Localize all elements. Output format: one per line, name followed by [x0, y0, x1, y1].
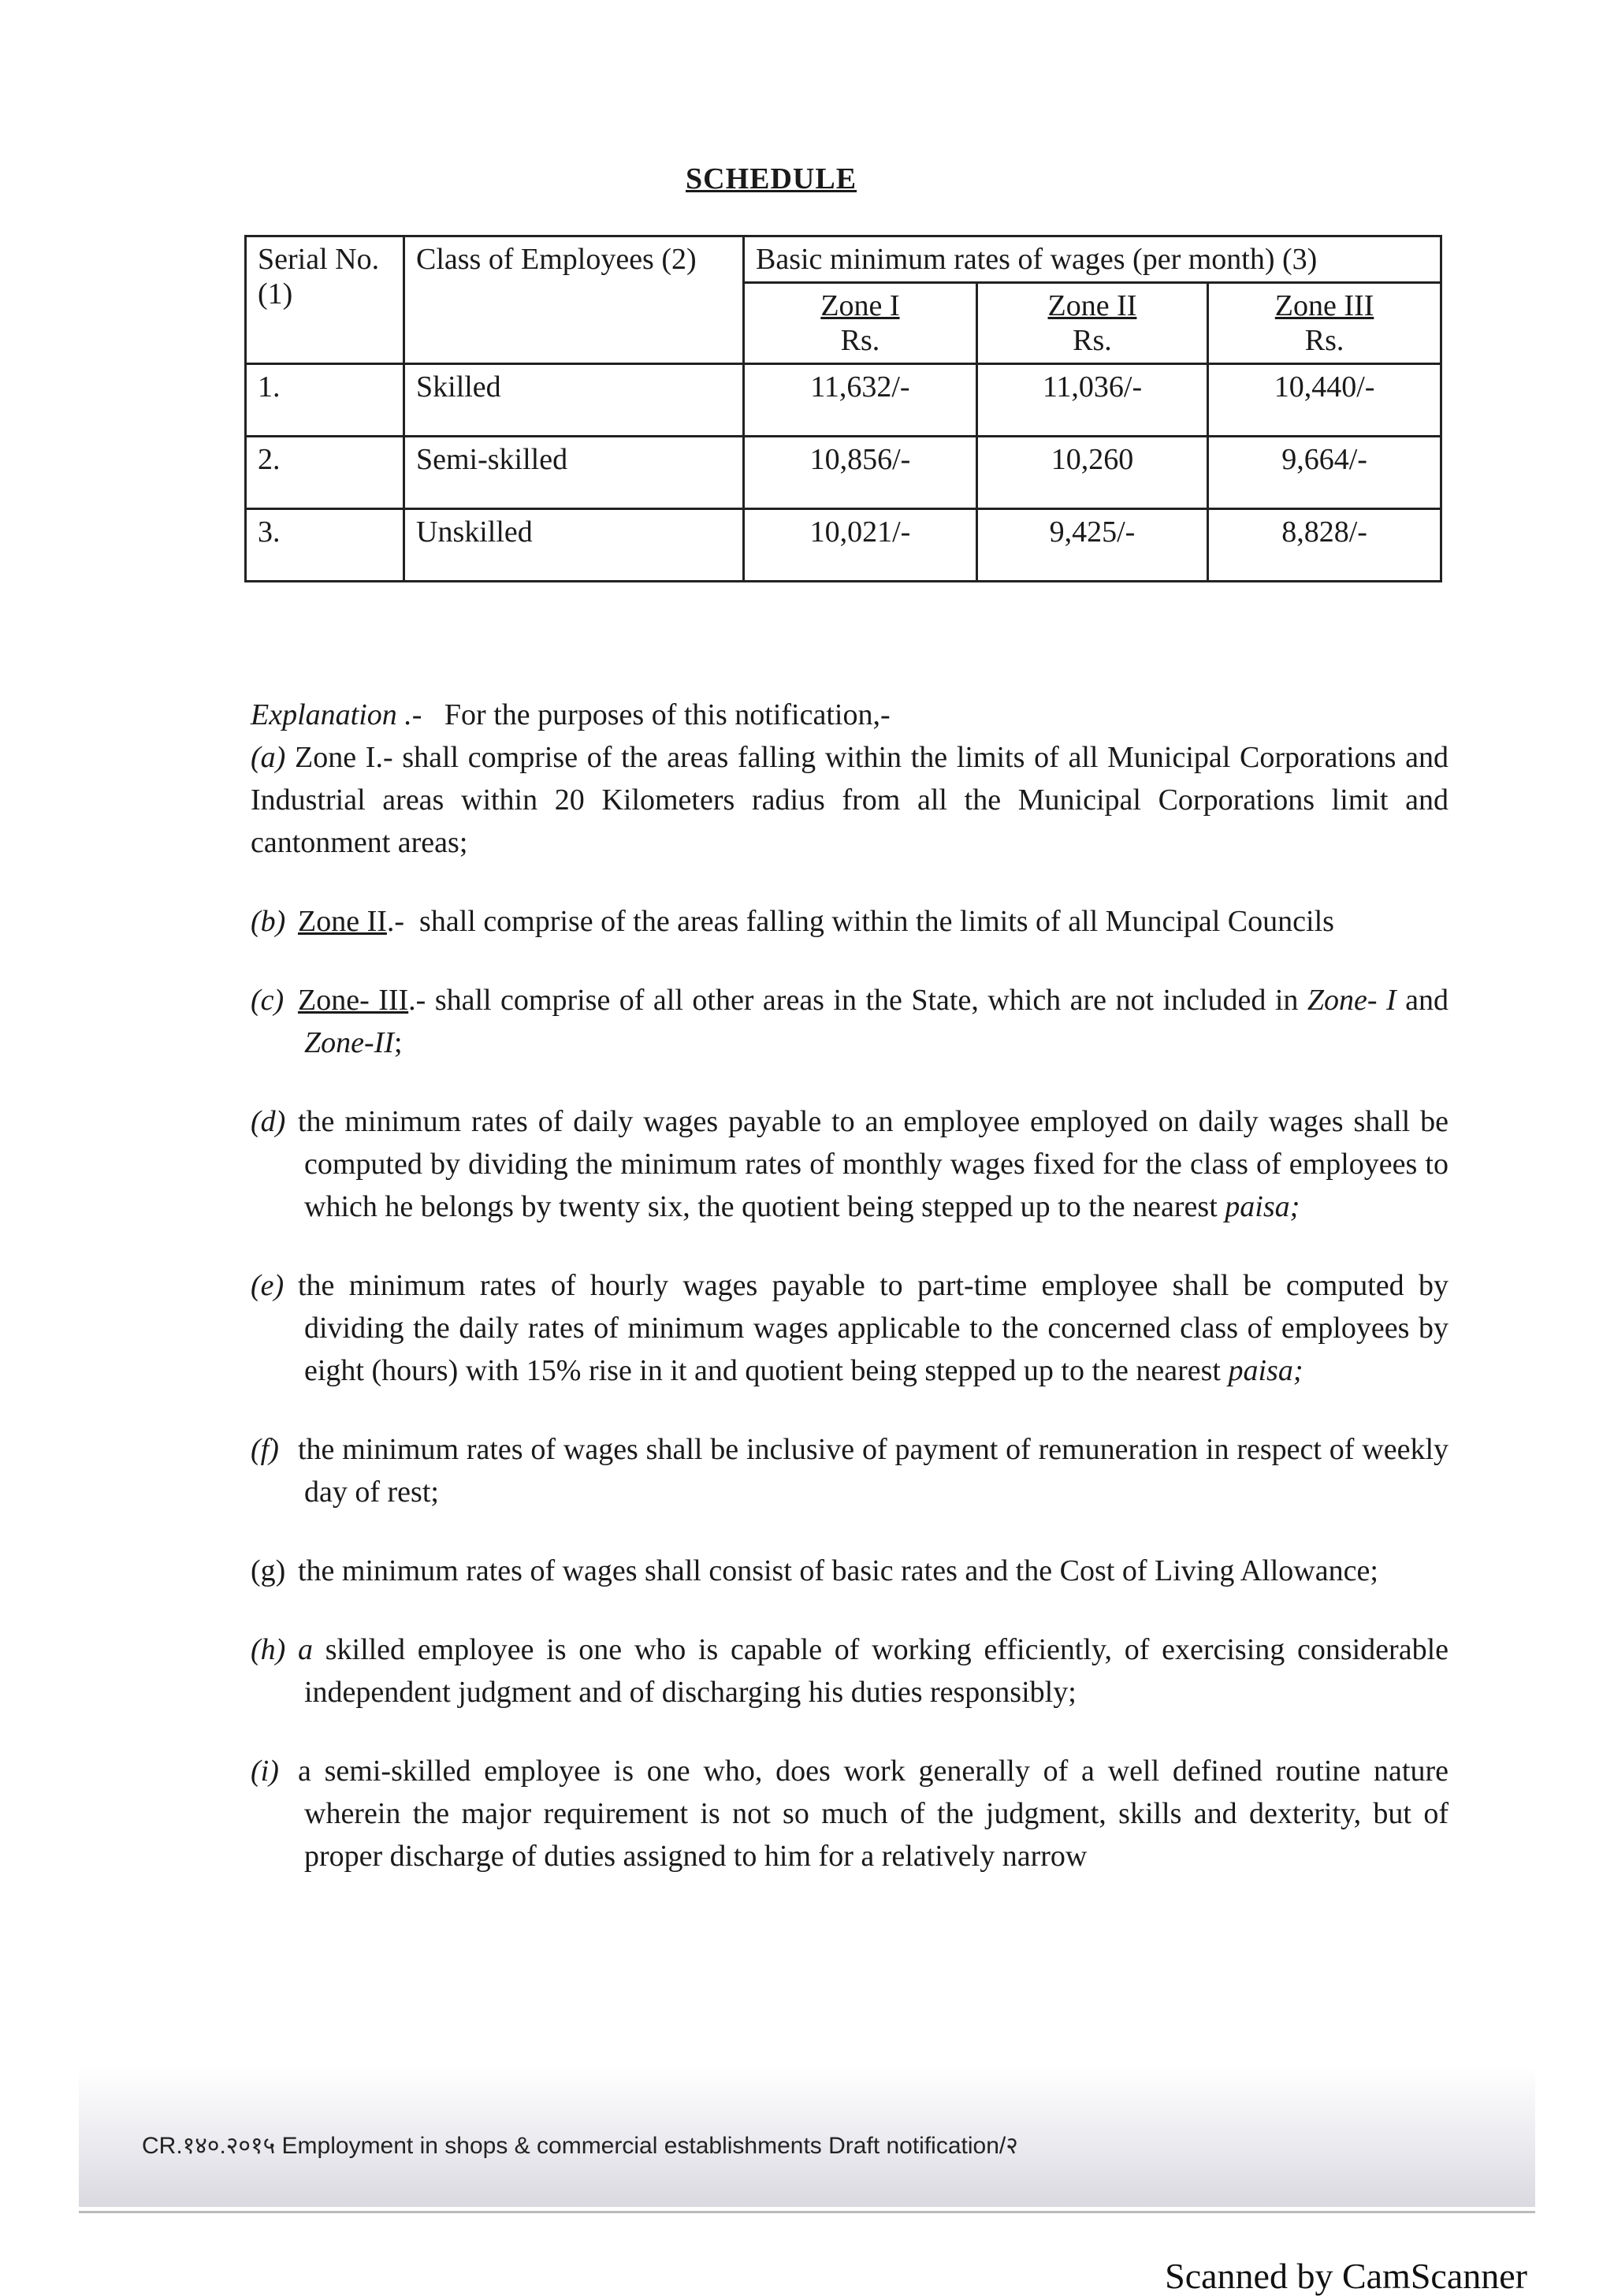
wage-schedule-table — [244, 235, 1442, 582]
clause-e — [251, 1264, 1449, 1392]
clause-a-text: shall comprise of the areas falling within the limits of all Municipal Corporations and Industrial areas within 20 Kilometers radius from all the Municipal Corporations limit and cantonment areas; — [251, 741, 1449, 859]
clause-a — [251, 736, 1449, 864]
clause-c-and: and — [1405, 984, 1449, 1017]
clause-h-article: a — [298, 1633, 313, 1666]
zone2-cell: 10,260 — [976, 437, 1207, 509]
schedule-title: SCHEDULE — [686, 162, 857, 195]
clause-g — [251, 1550, 1449, 1592]
clause-b-term-suffix: .- — [386, 905, 405, 938]
serial-cell: 3. — [246, 509, 404, 582]
zone1-cell: 10,021/- — [744, 509, 977, 582]
clause-e-text: the minimum rates of hourly wages payable to part-time employee shall be computed by dividing the daily rates of minimum wages applicable to the concerned class of employees by eight (hours) with 15% rise in it and quotient being stepped up to the nearest — [298, 1269, 1449, 1387]
clause-h-text: skilled employee is one who is capable of working efficiently, of exercising considerable independent judgment and of discharging his duties responsibly; — [304, 1633, 1449, 1709]
clause-h-marker: (h) — [251, 1633, 286, 1666]
clause-a-marker: (a) — [251, 741, 286, 774]
clause-c-zone-ii: Zone-II — [304, 1026, 394, 1059]
clause-c — [251, 979, 1449, 1064]
clause-e-marker: (e) — [251, 1269, 284, 1302]
zone3-label: Zone III — [1274, 289, 1374, 322]
clause-h — [251, 1628, 1449, 1714]
zone1-header — [744, 283, 977, 364]
class-cell: Unskilled — [404, 509, 744, 582]
clause-f — [251, 1428, 1449, 1513]
clause-i — [251, 1750, 1449, 1877]
clause-e-paisa: paisa; — [1228, 1354, 1303, 1387]
clause-c-term: Zone- III — [298, 984, 409, 1017]
table-row — [246, 364, 1441, 437]
clause-g-marker: (g) — [251, 1554, 286, 1587]
table-row — [246, 437, 1441, 509]
clause-c-term-suffix: .- — [408, 984, 426, 1017]
zone2-header — [976, 283, 1207, 364]
zone3-cell: 10,440/- — [1208, 364, 1441, 437]
zone3-cell: 8,828/- — [1208, 509, 1441, 582]
clause-c-marker: (c) — [251, 984, 284, 1017]
clause-i-marker: (i) — [251, 1755, 279, 1788]
clause-a-term: Zone I.- — [295, 741, 393, 774]
explanation-intro-text: For the purposes of this notification,- — [444, 698, 891, 731]
zone2-cell: 11,036/- — [976, 364, 1207, 437]
clause-d — [251, 1100, 1449, 1228]
clause-b — [251, 900, 1449, 943]
serial-cell: 1. — [246, 364, 404, 437]
explanation-label: Explanation .- — [251, 698, 422, 731]
zone2-cell: 9,425/- — [976, 509, 1207, 582]
footer-file-note: CR.१४०.२०१५ Employment in shops & commercial establishments Draft notification/२ — [142, 2133, 1018, 2159]
clause-f-text: the minimum rates of wages shall be inclusive of payment of remuneration in respect of weekly day of rest; — [298, 1433, 1449, 1509]
zone3-currency: Rs. — [1304, 324, 1344, 357]
clause-i-text: a semi-skilled employee is one who, does work generally of a well defined routine nature wherein the major requirement is not so much of the judgment, skills and dexterity, but of proper discharge of duties assigned to him for a relatively narrow — [298, 1755, 1449, 1873]
zone2-label: Zone II — [1047, 289, 1137, 322]
scanner-watermark: Scanned by CamScanner — [1165, 2256, 1527, 2296]
clause-c-zone-i: Zone- I — [1307, 984, 1396, 1017]
clause-f-marker: (f) — [251, 1433, 279, 1466]
clause-b-text: shall comprise of the areas falling within the limits of all Muncipal Councils — [419, 905, 1334, 938]
zone1-label: Zone I — [820, 289, 900, 322]
wages-header: Basic minimum rates of wages (per month) (3) — [744, 236, 1441, 283]
clause-d-text: the minimum rates of daily wages payable to an employee employed on daily wages shall be computed by dividing the minimum rates of monthly wages fixed for the class of employees to which he belongs by twenty six, the quotient being stepped up to the nearest — [298, 1105, 1449, 1223]
clause-c-text: shall comprise of all other areas in the State, which are not included in — [434, 984, 1299, 1017]
clause-d-marker: (d) — [251, 1105, 286, 1138]
class-header: Class of Employees (2) — [404, 236, 744, 364]
table-header-row — [246, 236, 1441, 283]
serial-cell: 2. — [246, 437, 404, 509]
clause-g-text: the minimum rates of wages shall consist of basic rates and the Cost of Living Allowance; — [298, 1554, 1378, 1587]
clause-c-end: ; — [393, 1026, 403, 1059]
zone2-currency: Rs. — [1073, 324, 1112, 357]
explanation-intro — [251, 694, 1449, 736]
class-cell: Skilled — [404, 364, 744, 437]
zone1-cell: 11,632/- — [744, 364, 977, 437]
clause-d-paisa: paisa; — [1225, 1190, 1300, 1223]
class-cell: Semi-skilled — [404, 437, 744, 509]
clause-b-marker: (b) — [251, 905, 286, 938]
table-row — [246, 509, 1441, 582]
zone1-currency: Rs. — [840, 324, 880, 357]
zone3-cell: 9,664/- — [1208, 437, 1441, 509]
zone3-header — [1208, 283, 1441, 364]
explanation-section — [251, 694, 1449, 1914]
zone1-cell: 10,856/- — [744, 437, 977, 509]
clause-b-term: Zone II — [298, 905, 387, 938]
footer-divider — [79, 2211, 1535, 2213]
serial-header: Serial No. (1) — [246, 236, 404, 364]
